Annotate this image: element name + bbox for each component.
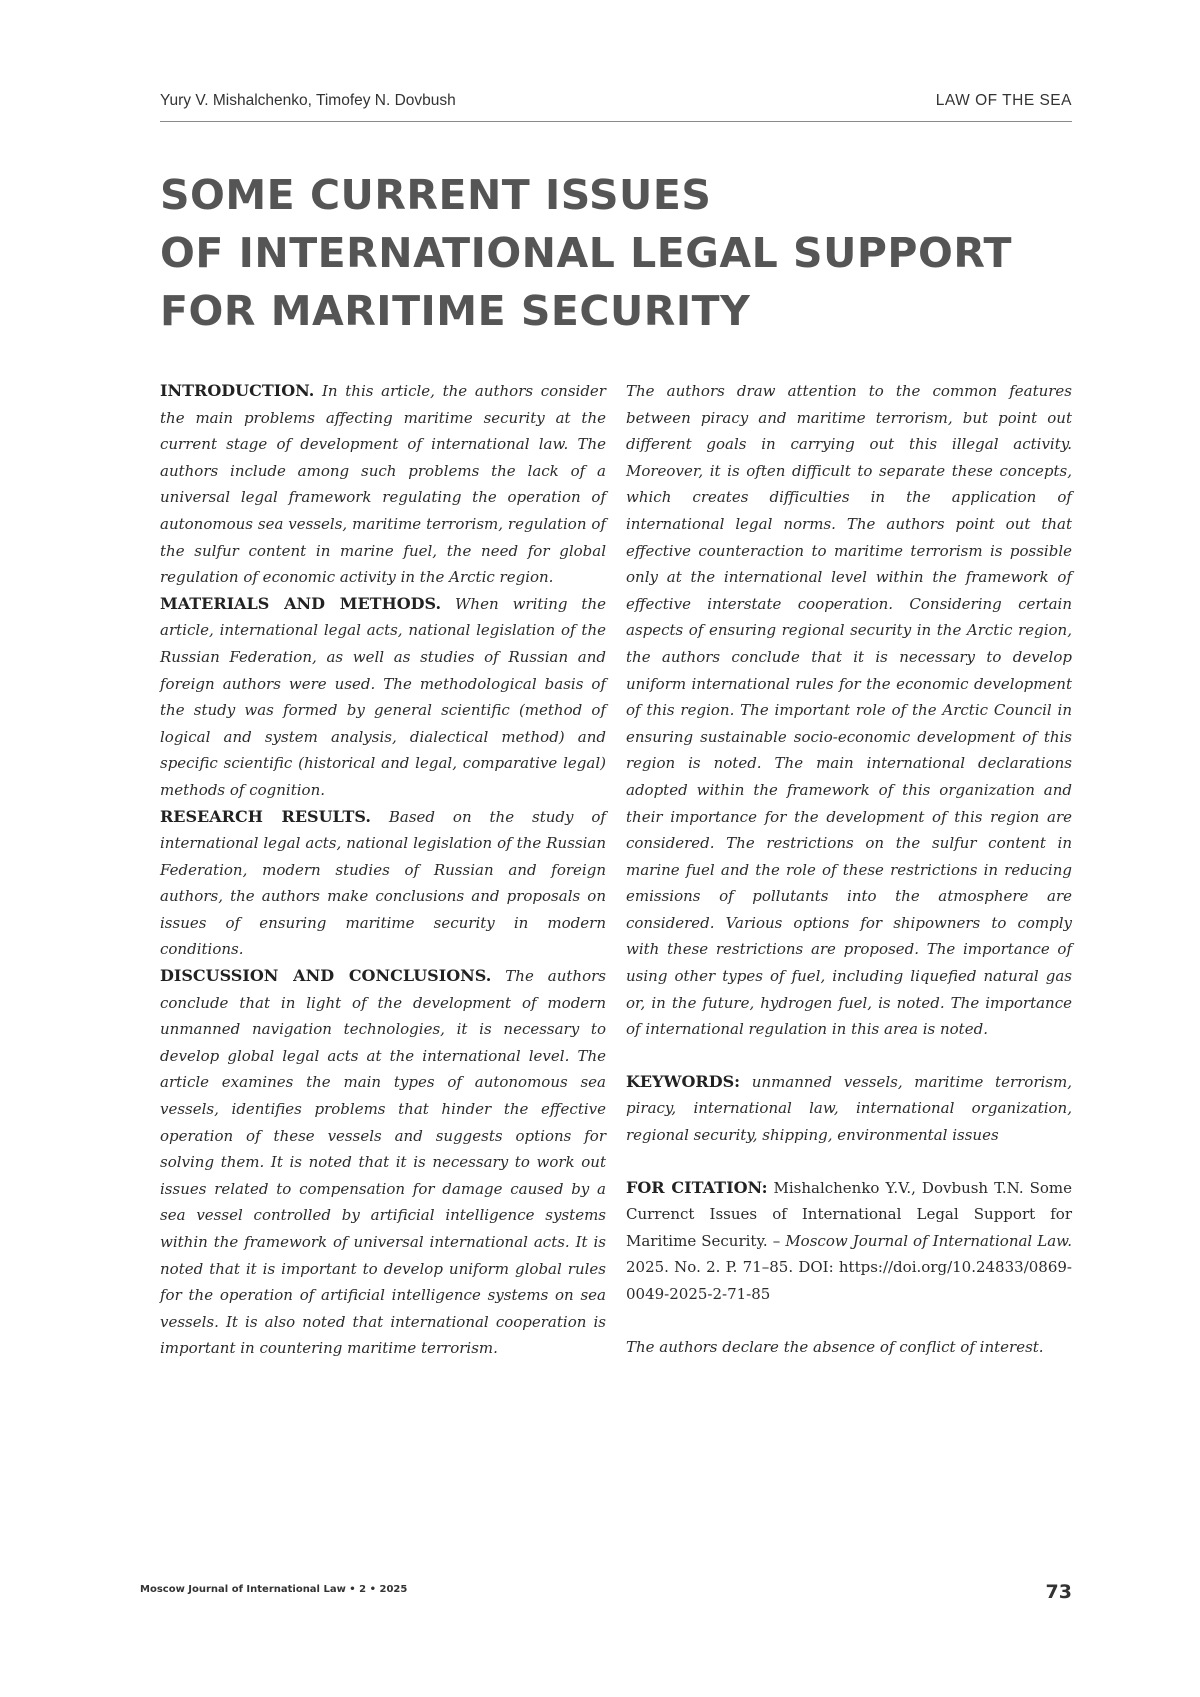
citation-journal: Moscow Journal of International Law. — [785, 1232, 1072, 1250]
results-text: Based on the study of international legal acts, national legislation of the Russian Federation, modern studies of Russian and foreign authors, the authors make conclusions and proposals on issues of ensuring maritime security in modern conditions. — [160, 808, 606, 959]
citation-paragraph — [626, 1175, 1072, 1308]
introduction-paragraph — [160, 378, 606, 591]
spacer — [626, 1308, 1072, 1334]
title-line-1: SOME CURRENT ISSUES — [160, 166, 1072, 224]
keywords-text: unmanned vessels, maritime terrorism, piracy, international law, international organization, regional security, shipping, environmental issues — [626, 1073, 1072, 1144]
introduction-text: In this article, the authors consider the main problems affecting maritime security at the current stage of development of international law. The authors include among such problems the lack of a universal legal framework regulating the operation of autonomous sea vessels, maritime terrorism, regulation of the sulfur content in marine fuel, the need for global regulation of economic activity in the Arctic region. — [160, 382, 606, 586]
discussion-text-part1: The authors conclude that in light of the development of modern unmanned navigation technologies, it is necessary to develop global legal acts at the international level. The article examines the main types of autonomous sea vessels, identifies problems that hinder the effective operation of these vessels and suggests options for solving them. It is noted that it is necessary to work out issues related to compensation for damage caused by a sea vessel controlled by artificial intelligence systems within the framework of universal international acts. It is noted that it is important to develop uniform global rules for the operation of artificial intelligence systems on sea vessels. It is also noted that international cooperation is important in countering maritime terror­ism. — [160, 967, 606, 1357]
header-section: LAW OF THE SEA — [936, 92, 1072, 110]
header-divider — [160, 121, 1072, 122]
materials-label: MATERIALS AND METHODS. — [160, 594, 441, 613]
introduction-label: INTRODUCTION. — [160, 381, 314, 400]
discussion-label: DISCUSSION AND CONCLUSIONS. — [160, 966, 491, 985]
citation-label: FOR CITATION: — [626, 1178, 767, 1197]
conflict-statement: The authors declare the absence of conflict of interest. — [626, 1334, 1072, 1361]
materials-text: When writing the article, international legal acts, national legislation of the Russian Federation, as well as studies of Russian and foreign authors were used. The methodological basis of the study was formed by general scientific (method of logical and system analysis, dialectical method) and specific scientific (historical and legal, comparative legal) methods of cognition. — [160, 595, 606, 799]
citation-details: 2025. No. 2. P. 71–85. DOI: https://doi.org/10.24833/0869-0049-2025-2-71-85 — [626, 1258, 1072, 1303]
citation-text: Mishalchenko Y.V., Dovbush T.N. Some Currenct Issues of International Legal Support for Maritime Security. – — [626, 1179, 1072, 1250]
running-header — [160, 88, 1072, 116]
results-paragraph — [160, 804, 606, 964]
discussion-continued-paragraph — [626, 378, 1072, 1043]
title-line-3: FOR MARITIME SECURITY — [160, 282, 1072, 340]
footer-journal-name: Moscow Journal of International Law • 2 • 2025 — [140, 1584, 407, 1595]
keywords-paragraph — [626, 1069, 1072, 1149]
header-authors: Yury V. Mishalchenko, Timofey N. Dovbush — [160, 92, 456, 110]
results-label: RESEARCH RESULTS. — [160, 807, 371, 826]
keywords-label: KEYWORDS: — [626, 1072, 740, 1091]
page-number: 73 — [1046, 1581, 1072, 1603]
spacer — [626, 1043, 1072, 1069]
discussion-text-part2: The authors draw attention to the common features between piracy and maritime terrorism, but point out different goals in carrying out this illegal activity. Moreover, it is often difficult to separate these concepts, which creates difficulties in the application of international legal norms. The authors point out that effective counteraction to maritime terrorism is possible only at the international level within the framework of effective interstate cooperation. Considering certain aspects of ensuring regional security in the Arctic region, the authors conclude that it is necessary to develop uniform international rules for the economic development of this region. The important role of the Arctic Council in ensuring sustainable socio-economic development of this region is noted. The main international declarations adopted within the framework of this organization and their importance for the development of this region are considered. The restrictions on the sulfur content in marine fuel and the role of these restrictions in reducing emissions of pollutants into the atmosphere are considered. Various options for shipowners to comply with these restrictions are proposed. The importance of using other types of fuel, including liquefied natural gas or, in the future, hydrogen fuel, is noted. The importance of international regulation in this area is noted. — [626, 382, 1072, 1038]
title-line-2: OF INTERNATIONAL LEGAL SUPPORT — [160, 224, 1072, 282]
abstract-right-column — [626, 378, 1072, 1360]
materials-paragraph — [160, 591, 606, 804]
article-title — [160, 166, 1072, 340]
discussion-paragraph — [160, 963, 606, 1362]
spacer — [626, 1149, 1072, 1175]
abstract-left-column — [160, 378, 606, 1362]
